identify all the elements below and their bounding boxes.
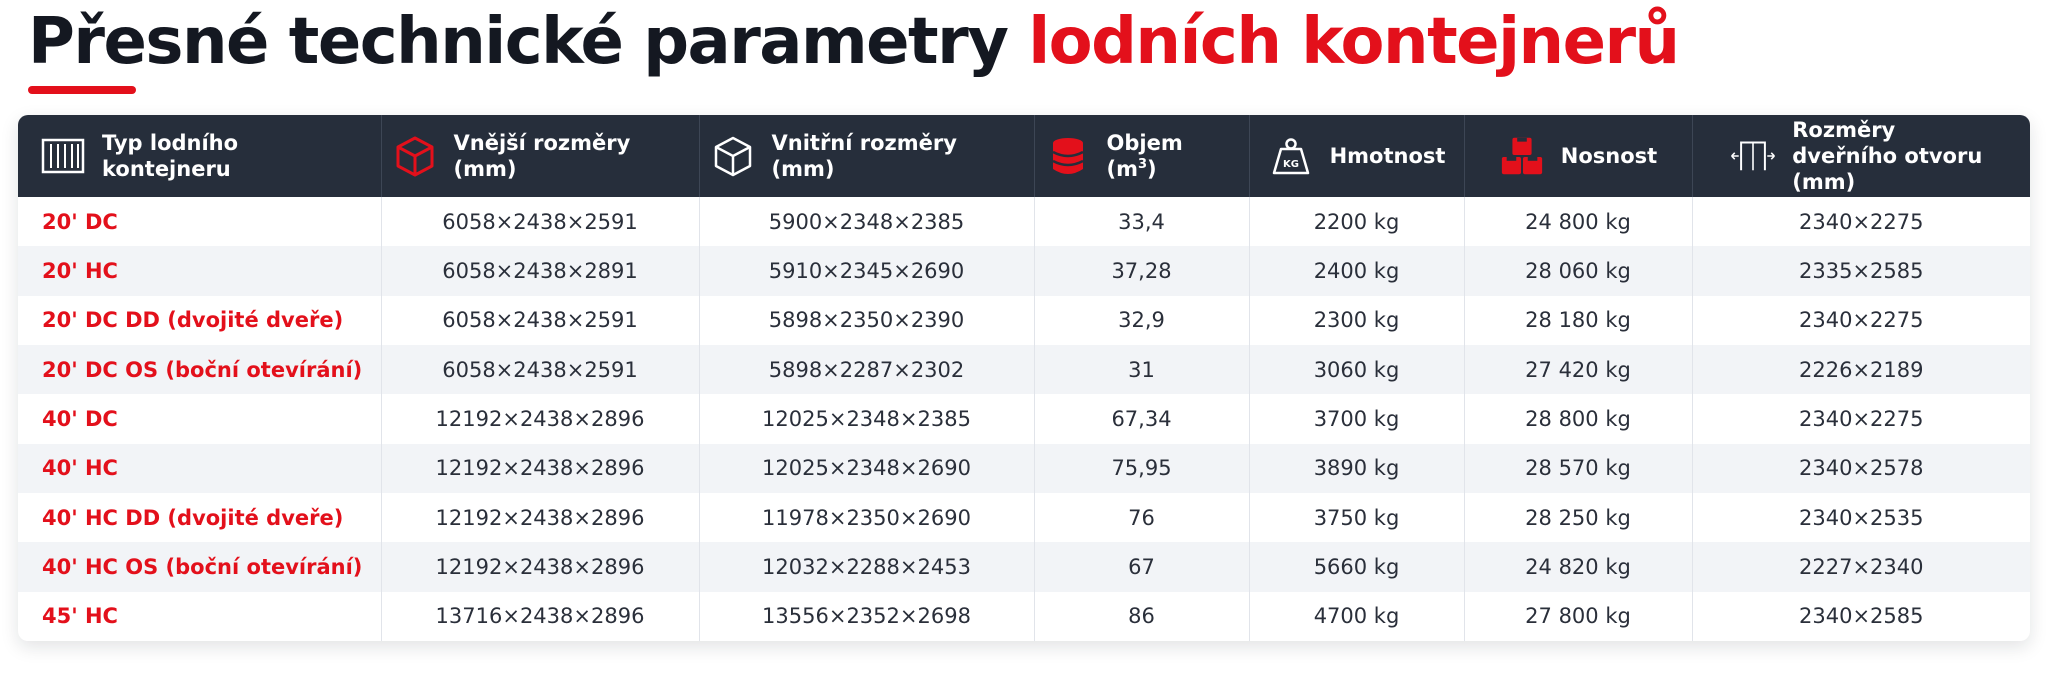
cell-outer: 6058×2438×2591	[381, 345, 699, 394]
table-row[interactable]	[18, 444, 2030, 493]
header-outer-dimensions[interactable]	[381, 115, 699, 197]
table-row[interactable]	[18, 197, 2030, 246]
cell-volume: 67	[1034, 542, 1249, 591]
cell-type: 20' HC	[18, 246, 381, 295]
cell-payload: 28 180 kg	[1464, 296, 1692, 345]
cell-outer: 6058×2438×2591	[381, 296, 699, 345]
title-accent: lodních kontejnerů	[1028, 5, 1679, 79]
cell-type: 20' DC OS (boční otevírání)	[18, 345, 381, 394]
header-outer-label: Vnější rozměry (mm)	[453, 131, 631, 181]
table-row[interactable]	[18, 542, 2030, 591]
header-payload-label: Nosnost	[1560, 144, 1658, 168]
specs-table-card	[18, 115, 2030, 641]
container-specs-table	[18, 115, 2030, 641]
cube-outline-icon	[710, 133, 756, 179]
cell-inner: 5900×2348×2385	[699, 197, 1034, 246]
table-row[interactable]	[18, 493, 2030, 542]
header-weight-label: Hmotnost	[1329, 144, 1446, 168]
cell-outer: 6058×2438×2891	[381, 246, 699, 295]
cell-inner: 5898×2350×2390	[699, 296, 1034, 345]
svg-text:KG: KG	[1282, 159, 1299, 170]
header-volume-sup: 3	[1137, 157, 1148, 172]
cell-door: 2335×2585	[1799, 258, 1924, 283]
cell-volume: 75,95	[1034, 444, 1249, 493]
table-row[interactable]	[18, 394, 2030, 443]
table-header-row	[18, 115, 2030, 197]
cell-door: 2227×2340	[1799, 554, 1924, 579]
container-icon	[40, 133, 86, 179]
table-row[interactable]	[18, 592, 2030, 641]
cell-inner: 13556×2352×2698	[699, 592, 1034, 641]
cell-type: 20' DC DD (dvojité dveře)	[18, 296, 381, 345]
cell-inner: 12025×2348×2690	[699, 444, 1034, 493]
table-row[interactable]	[18, 296, 2030, 345]
cell-volume: 86	[1034, 592, 1249, 641]
cell-weight: 2300 kg	[1249, 296, 1464, 345]
header-volume-text: Objem (m	[1106, 131, 1183, 181]
cell-weight: 4700 kg	[1249, 592, 1464, 641]
header-weight[interactable]	[1249, 115, 1464, 197]
door-opening-icon	[1730, 133, 1776, 179]
kg-weight-icon	[1268, 133, 1314, 179]
cell-payload: 24 820 kg	[1464, 542, 1692, 591]
cell-payload: 24 800 kg	[1464, 197, 1692, 246]
title-underline	[28, 86, 136, 94]
cell-weight: 5660 kg	[1249, 542, 1464, 591]
cell-payload: 28 570 kg	[1464, 444, 1692, 493]
cell-weight: 2400 kg	[1249, 246, 1464, 295]
cell-weight: 2200 kg	[1249, 197, 1464, 246]
page-title	[28, 2, 1679, 82]
cell-door: 2340×2535	[1799, 505, 1924, 530]
header-door-opening[interactable]	[1692, 115, 2030, 197]
cell-inner: 5898×2287×2302	[699, 345, 1034, 394]
cell-door: 2340×2275	[1799, 209, 1924, 234]
cell-volume: 67,34	[1034, 394, 1249, 443]
cell-type: 40' HC	[18, 444, 381, 493]
header-payload[interactable]	[1464, 115, 1692, 197]
cell-type: 20' DC	[18, 197, 381, 246]
cell-volume: 33,4	[1034, 197, 1249, 246]
cell-door: 2340×2585	[1799, 604, 1924, 629]
header-type[interactable]	[18, 115, 381, 197]
header-door-label: Rozměry dveřního otvoru (mm)	[1792, 118, 1983, 194]
cell-payload: 27 800 kg	[1464, 592, 1692, 641]
table-row[interactable]	[18, 246, 2030, 295]
cell-outer: 6058×2438×2591	[381, 197, 699, 246]
cell-door: 2340×2578	[1799, 456, 1924, 481]
cell-weight: 3890 kg	[1249, 444, 1464, 493]
title-prefix: Přesné technické parametry	[28, 5, 1029, 79]
cube-red-icon	[392, 133, 438, 179]
cell-inner: 5910×2345×2690	[699, 246, 1034, 295]
cell-volume: 31	[1034, 345, 1249, 394]
cell-payload: 27 420 kg	[1464, 345, 1692, 394]
table-body	[18, 197, 2030, 641]
cell-payload: 28 250 kg	[1464, 493, 1692, 542]
cell-weight: 3750 kg	[1249, 493, 1464, 542]
header-volume-suffix: )	[1147, 157, 1157, 181]
header-volume-label	[1107, 130, 1239, 182]
cell-inner: 12025×2348×2385	[699, 394, 1034, 443]
stacked-boxes-icon	[1499, 133, 1545, 179]
cell-outer: 13716×2438×2896	[381, 592, 699, 641]
cell-type: 40' HC OS (boční otevírání)	[18, 542, 381, 591]
cell-type: 40' HC DD (dvojité dveře)	[18, 493, 381, 542]
cell-payload: 28 800 kg	[1464, 394, 1692, 443]
cell-outer: 12192×2438×2896	[381, 394, 699, 443]
cell-outer: 12192×2438×2896	[381, 444, 699, 493]
cell-door: 2226×2189	[1799, 357, 1924, 382]
cell-door: 2340×2275	[1799, 308, 1924, 333]
cell-volume: 76	[1034, 493, 1249, 542]
header-type-label: Typ lodního kontejneru	[102, 131, 239, 181]
cell-type: 40' DC	[18, 394, 381, 443]
header-volume[interactable]	[1034, 115, 1249, 197]
cell-outer: 12192×2438×2896	[381, 493, 699, 542]
cell-volume: 32,9	[1034, 296, 1249, 345]
cell-payload: 28 060 kg	[1464, 246, 1692, 295]
database-icon	[1045, 133, 1091, 179]
cell-door: 2340×2275	[1799, 406, 1924, 431]
cell-type: 45' HC	[18, 592, 381, 641]
header-inner-dimensions[interactable]	[699, 115, 1034, 197]
cell-outer: 12192×2438×2896	[381, 542, 699, 591]
table-row[interactable]	[18, 345, 2030, 394]
cell-inner: 11978×2350×2690	[699, 493, 1034, 542]
cell-weight: 3060 kg	[1249, 345, 1464, 394]
cell-weight: 3700 kg	[1249, 394, 1464, 443]
cell-volume: 37,28	[1034, 246, 1249, 295]
cell-inner: 12032×2288×2453	[699, 542, 1034, 591]
header-inner-label: Vnitřní rozměry (mm)	[771, 131, 957, 181]
